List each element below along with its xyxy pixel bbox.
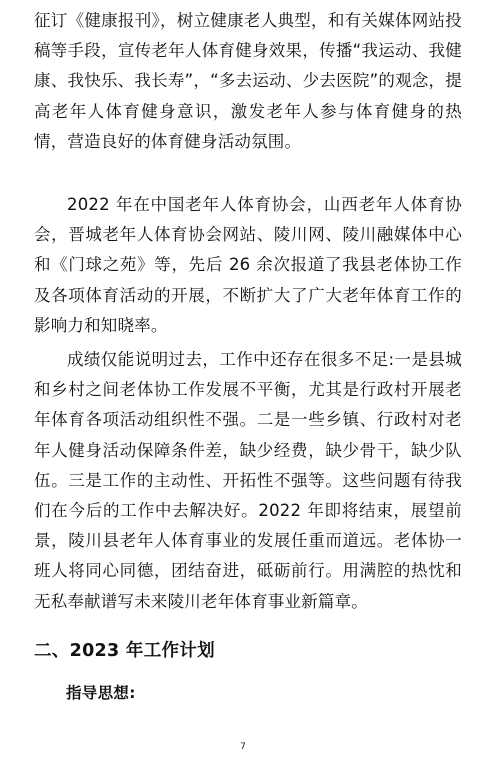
paragraph-publicity: 征订《健康报刊》，树立健康老人典型，和有关媒体网站投稿等手段，宣传老年人体育健身效果，传播“我运动、我健康、我快乐、我长寿”，“多去运动、少去医院”的观念，提高老年人体育健身意识，激发老年人参与体育健身的热情，营造良好的体育健身活动氛围。 — [34, 11, 462, 151]
paragraph-shortcomings: 成绩仅能说明过去，工作中还存在很多不足:一是县城和乡村之间老体协工作发展不平衡，尤其是行政村开展老年体育各项活动组织性不强。二是一些乡镇、行政村对老年人健身活动保障条件差，缺少经费，缺少骨干，缺少队伍。三是工作的主动性、开拓性不强等。这些问题有待我们在今后的工作中去解决好。2022 年即将结束，展望前景，陵川县老年人体育事业的发展任重而道远。老体协一班人将同心同德，团结奋进，砥砺前行。用满腔的热忱和无私奉献谱写未来陵川老年体育事业新篇章。 — [34, 350, 462, 611]
sub-heading: 指导思想: — [66, 684, 136, 702]
section-heading: 二、2023 年工作计划 — [34, 641, 215, 661]
page-number: 7 — [240, 742, 246, 752]
paragraph-media-reports: 2022 年在中国老年人体育协会，山西老年人体育协会，晋城老年人体育协会网站、陵川网、陵川融媒体中心和《门球之苑》等，先后 26 余次报道了我县老体协工作及各项体育活动的开展，不断扩大了广大老年体育工作的影响力和知晓率。 — [34, 195, 462, 335]
